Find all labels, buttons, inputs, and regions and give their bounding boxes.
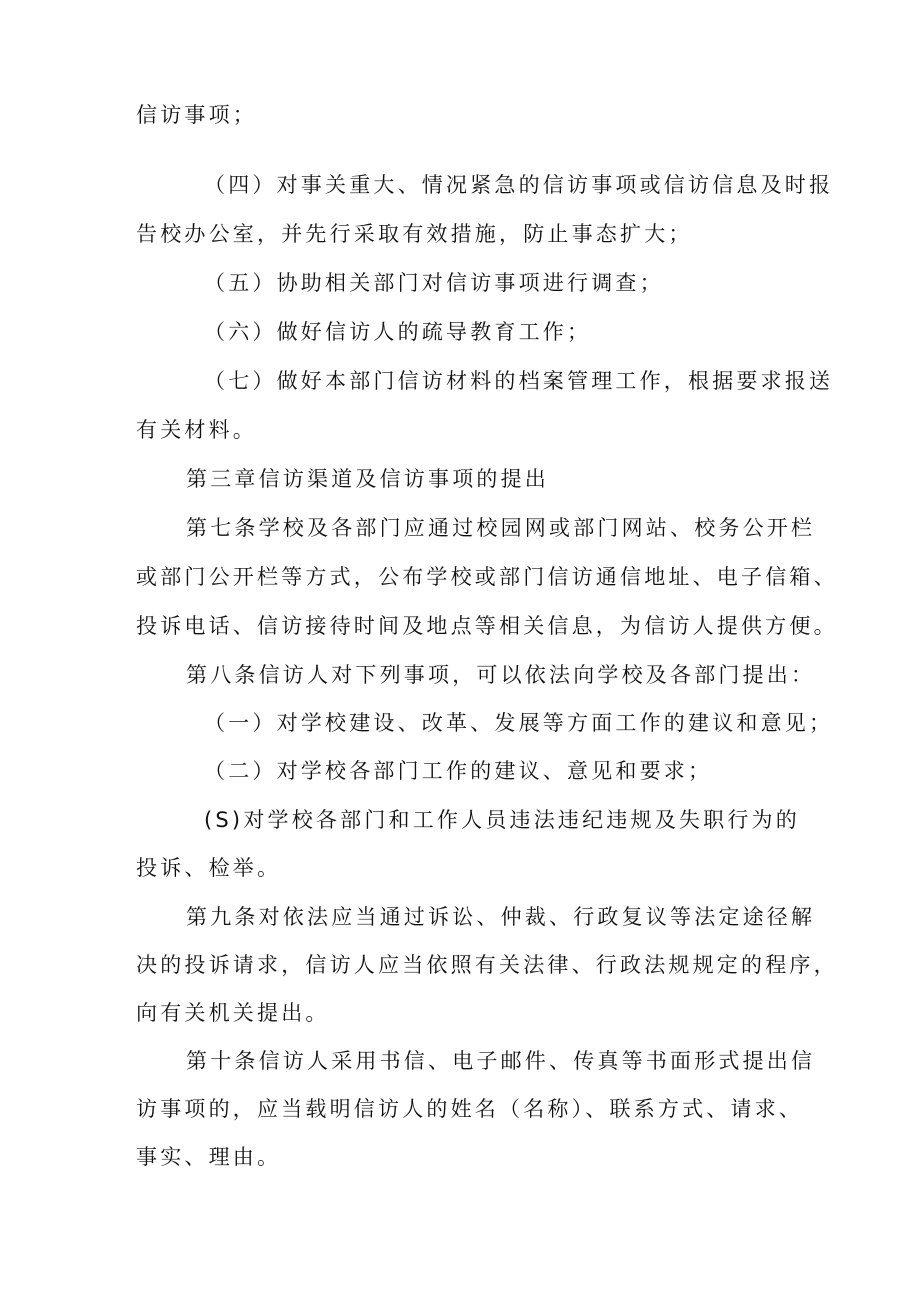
paragraph-line-2: （四）对事关重大、情况紧急的信访事项或信访信息及时报	[204, 173, 834, 197]
paragraph-line-10: 或部门公开栏等方式，公布学校或部门信访通信地址、电子信箱、	[136, 565, 838, 589]
paragraph-line-6: （七）做好本部门信访材料的档案管理工作，根据要求报送	[204, 369, 834, 393]
paragraph-line-12: 第八条信访人对下列事项，可以依法向学校及各部门提出：	[186, 663, 816, 687]
paragraph-line-19: 向有关机关提出。	[136, 1001, 330, 1025]
paragraph-line-16: 投诉、检举。	[136, 856, 282, 880]
paragraph-line-22: 事实、理由。	[136, 1145, 282, 1169]
paragraph-line-9: 第七条学校及各部门应通过校园网或部门网站、校务公开栏	[186, 516, 816, 540]
paragraph-line-21: 访事项的，应当载明信访人的姓名（名称）、联系方式、请求、	[136, 1097, 804, 1121]
paragraph-line-3: 告校办公室，并先行采取有效措施，防止事态扩大；	[136, 222, 693, 246]
paragraph-line-11: 投诉电话、信访接待时间及地点等相关信息，为信访人提供方便。	[136, 614, 838, 638]
paragraph-line-13: （一）对学校建设、改革、发展等方面工作的建议和意见；	[204, 711, 834, 735]
paragraph-line-14: （二）对学校各部门工作的建议、意见和要求；	[204, 759, 713, 783]
paragraph-line-4: （五）协助相关部门对信访事项进行调查；	[204, 271, 664, 295]
chapter-heading: 第三章信访渠道及信访事项的提出	[186, 467, 549, 491]
paragraph-line-5: （六）做好信访人的疏导教育工作；	[204, 320, 592, 344]
paragraph-line-7: 有关材料。	[136, 418, 257, 442]
paragraph-line-18: 决的投诉请求，信访人应当依照有关法律、行政法规规定的程序，	[136, 953, 838, 977]
paragraph-line-1: 信访事项；	[136, 103, 257, 127]
paragraph-line-15: (S)对学校各部门和工作人员违法违纪违规及失职行为的	[204, 808, 800, 832]
paragraph-line-17: 第九条对依法应当通过诉讼、仲裁、行政复议等法定途径解	[186, 905, 816, 929]
paragraph-line-20: 第十条信访人采用书信、电子邮件、传真等书面形式提出信	[186, 1049, 816, 1073]
